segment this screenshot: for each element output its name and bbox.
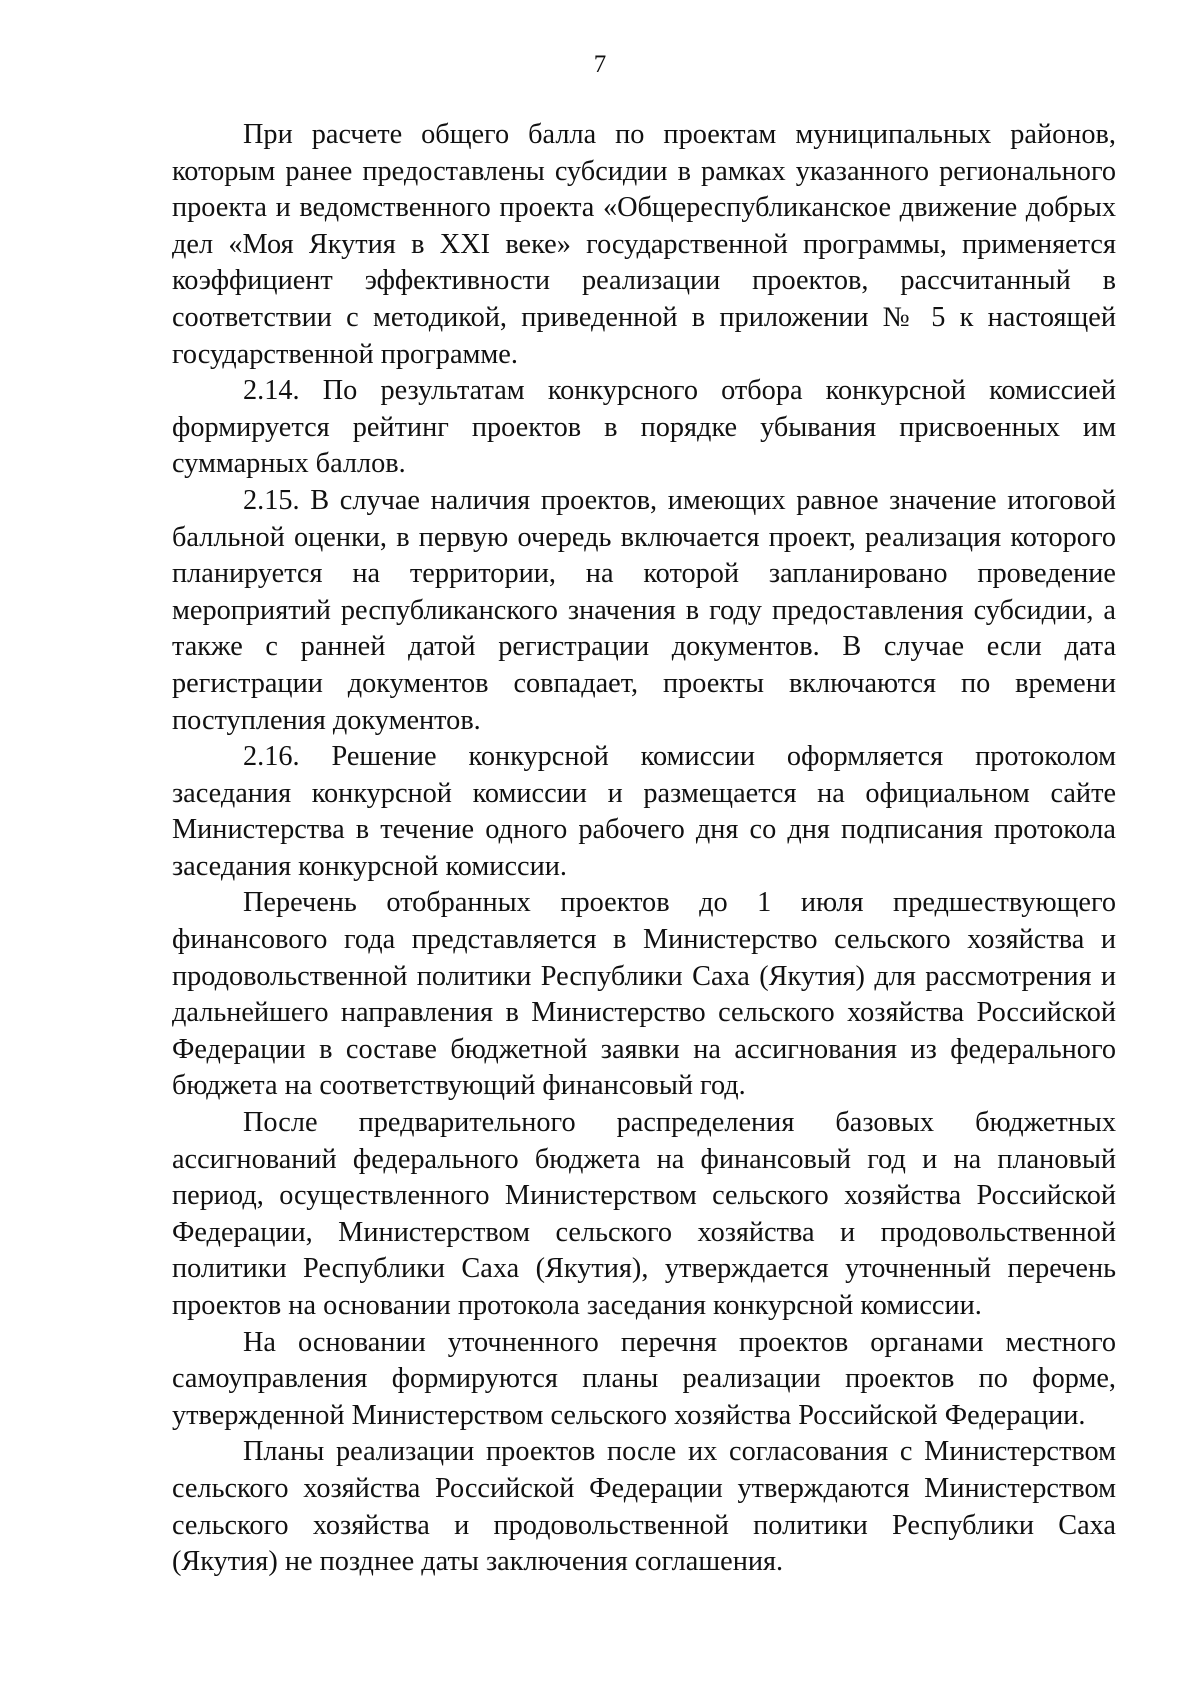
- paragraph-total-score: При расчете общего балла по проектам муниципальных районов, которым ранее предоставлены субсидии в рамках указанного регионального проекта и ведомственного проекта «Общереспубликанское движение добрых дел «Моя Якутия в XXI веке» государственной программы, применяется коэффициент эффективности реализации проектов, рассчитанный в соответствии с методикой, приведенной в приложении № 5 к настоящей государственной программе.: [172, 119, 1116, 370]
- document-body: [172, 117, 1116, 1581]
- paragraph-implementation-plans: На основании уточненного перечня проектов органами местного самоуправления формируются планы реализации проектов по форме, утвержденной Министерством сельского хозяйства Российской Федерации.: [172, 1326, 1116, 1431]
- paragraph-budget-allocation: После предварительного распределения базовых бюджетных ассигнований федерального бюджета на финансовый год и на плановый период, осуществленного Министерством сельского хозяйства Российской Федерации, Министерством сельского хозяйства и продовольственной политики Республики Саха (Якутия), утверждается уточненный перечень проектов на основании протокола заседания конкурсной комиссии.: [172, 1107, 1116, 1321]
- paragraph-plan-approval: Планы реализации проектов после их согласования с Министерством сельского хозяйства Российской Федерации утверждаются Министерством сельского хозяйства и продовольственной политики Республики Саха (Якутия) не позднее даты заключения соглашения.: [172, 1436, 1116, 1578]
- paragraph-2-16: 2.16. Решение конкурсной комиссии оформляется протоколом заседания конкурсной комиссии и размещается на официальном сайте Министерства в течение одного рабочего дня со дня подписания протокола заседания конкурсной комиссии.: [172, 741, 1116, 882]
- page-number: 7: [593, 51, 607, 78]
- paragraph-project-list: Перечень отобранных проектов до 1 июля предшествующего финансового года представляется в Министерство сельского хозяйства и продовольственной политики Республики Саха (Якутия) для рассмотрения и дальнейшего направления в Министерство сельского хозяйства Российской Федерации в составе бюджетной заявки на ассигнования из федерального бюджета на соответствующий финансовый год.: [172, 887, 1116, 1102]
- paragraph-2-15: 2.15. В случае наличия проектов, имеющих равное значение итоговой балльной оценки, в первую очередь включается проект, реализация которого планируется на территории, на которой запланировано проведение мероприятий республиканского значения в году предоставления субсидии, а также с ранней датой регистрации документов. В случае если дата регистрации документов совпадает, проекты включаются по времени поступления документов.: [172, 484, 1116, 736]
- paragraph-2-14: 2.14. По результатам конкурсного отбора конкурсной комиссией формируется рейтинг проектов в порядке убывания присвоенных им суммарных баллов.: [172, 375, 1116, 480]
